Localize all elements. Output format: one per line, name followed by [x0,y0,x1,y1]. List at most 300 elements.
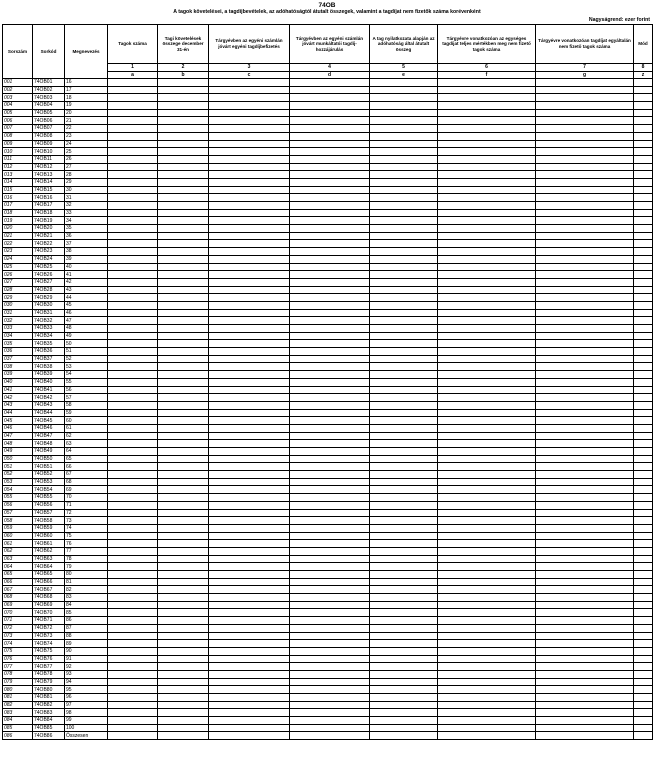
input-cell[interactable] [370,532,438,540]
input-cell[interactable] [370,355,438,363]
input-cell[interactable] [370,371,438,379]
input-cell[interactable] [158,640,209,648]
input-cell[interactable] [438,294,536,302]
input-cell[interactable] [108,286,158,294]
input-cell[interactable] [209,501,290,509]
input-cell[interactable] [536,202,634,210]
input-cell[interactable] [370,317,438,325]
input-cell[interactable] [158,655,209,663]
input-cell[interactable] [158,686,209,694]
input-cell[interactable] [158,586,209,594]
input-cell[interactable] [634,217,653,225]
input-cell[interactable] [438,371,536,379]
input-cell[interactable] [370,494,438,502]
input-cell[interactable] [438,217,536,225]
input-cell[interactable] [438,486,536,494]
input-cell[interactable] [108,670,158,678]
input-cell[interactable] [290,724,370,732]
input-cell[interactable] [209,309,290,317]
input-cell[interactable] [536,417,634,425]
input-cell[interactable] [209,94,290,102]
input-cell[interactable] [290,694,370,702]
input-cell[interactable] [370,686,438,694]
input-cell[interactable] [158,363,209,371]
input-cell[interactable] [370,386,438,394]
input-cell[interactable] [536,555,634,563]
input-cell[interactable] [290,217,370,225]
input-cell[interactable] [370,624,438,632]
input-cell[interactable] [158,678,209,686]
input-cell[interactable] [536,301,634,309]
input-cell[interactable] [209,701,290,709]
input-cell[interactable] [209,717,290,725]
input-cell[interactable] [290,248,370,256]
input-cell[interactable] [438,340,536,348]
input-cell[interactable] [370,724,438,732]
input-cell[interactable] [108,332,158,340]
input-cell[interactable] [634,555,653,563]
input-cell[interactable] [209,171,290,179]
input-cell[interactable] [290,363,370,371]
input-cell[interactable] [536,563,634,571]
input-cell[interactable] [158,286,209,294]
input-cell[interactable] [536,340,634,348]
input-cell[interactable] [536,517,634,525]
input-cell[interactable] [438,171,536,179]
input-cell[interactable] [290,225,370,233]
input-cell[interactable] [536,232,634,240]
input-cell[interactable] [290,647,370,655]
input-cell[interactable] [108,709,158,717]
input-cell[interactable] [634,171,653,179]
input-cell[interactable] [370,194,438,202]
input-cell[interactable] [370,694,438,702]
input-cell[interactable] [536,524,634,532]
input-cell[interactable] [536,79,634,87]
input-cell[interactable] [290,371,370,379]
input-cell[interactable] [209,178,290,186]
input-cell[interactable] [536,732,634,740]
input-cell[interactable] [290,163,370,171]
input-cell[interactable] [634,586,653,594]
input-cell[interactable] [209,348,290,356]
input-cell[interactable] [290,148,370,156]
input-cell[interactable] [634,478,653,486]
input-cell[interactable] [438,663,536,671]
input-cell[interactable] [209,509,290,517]
input-cell[interactable] [370,140,438,148]
input-cell[interactable] [108,301,158,309]
input-cell[interactable] [108,717,158,725]
input-cell[interactable] [158,601,209,609]
input-cell[interactable] [290,394,370,402]
input-cell[interactable] [438,609,536,617]
input-cell[interactable] [209,209,290,217]
input-cell[interactable] [438,363,536,371]
input-cell[interactable] [209,463,290,471]
input-cell[interactable] [370,209,438,217]
input-cell[interactable] [634,255,653,263]
input-cell[interactable] [370,263,438,271]
input-cell[interactable] [438,424,536,432]
input-cell[interactable] [209,332,290,340]
input-cell[interactable] [158,79,209,87]
input-cell[interactable] [158,378,209,386]
input-cell[interactable] [209,540,290,548]
input-cell[interactable] [438,240,536,248]
input-cell[interactable] [290,486,370,494]
input-cell[interactable] [209,363,290,371]
input-cell[interactable] [158,478,209,486]
input-cell[interactable] [370,109,438,117]
input-cell[interactable] [634,655,653,663]
input-cell[interactable] [370,486,438,494]
input-cell[interactable] [209,732,290,740]
input-cell[interactable] [209,355,290,363]
input-cell[interactable] [209,571,290,579]
input-cell[interactable] [536,94,634,102]
input-cell[interactable] [290,317,370,325]
input-cell[interactable] [536,378,634,386]
input-cell[interactable] [536,255,634,263]
input-cell[interactable] [209,524,290,532]
input-cell[interactable] [209,301,290,309]
input-cell[interactable] [108,532,158,540]
input-cell[interactable] [209,317,290,325]
input-cell[interactable] [158,532,209,540]
input-cell[interactable] [290,509,370,517]
input-cell[interactable] [209,678,290,686]
input-cell[interactable] [536,494,634,502]
input-cell[interactable] [536,171,634,179]
input-cell[interactable] [158,463,209,471]
input-cell[interactable] [290,717,370,725]
input-cell[interactable] [209,417,290,425]
input-cell[interactable] [158,209,209,217]
input-cell[interactable] [370,278,438,286]
input-cell[interactable] [290,417,370,425]
input-cell[interactable] [158,217,209,225]
input-cell[interactable] [438,348,536,356]
input-cell[interactable] [158,724,209,732]
input-cell[interactable] [536,155,634,163]
input-cell[interactable] [536,694,634,702]
input-cell[interactable] [108,540,158,548]
input-cell[interactable] [290,571,370,579]
input-cell[interactable] [438,394,536,402]
input-cell[interactable] [370,594,438,602]
input-cell[interactable] [290,624,370,632]
input-cell[interactable] [108,309,158,317]
input-cell[interactable] [209,624,290,632]
input-cell[interactable] [290,709,370,717]
input-cell[interactable] [290,401,370,409]
input-cell[interactable] [290,94,370,102]
input-cell[interactable] [108,86,158,94]
input-cell[interactable] [290,670,370,678]
input-cell[interactable] [438,617,536,625]
input-cell[interactable] [634,140,653,148]
input-cell[interactable] [108,325,158,333]
input-cell[interactable] [438,732,536,740]
input-cell[interactable] [209,601,290,609]
input-cell[interactable] [370,394,438,402]
input-cell[interactable] [370,301,438,309]
input-cell[interactable] [108,594,158,602]
input-cell[interactable] [634,647,653,655]
input-cell[interactable] [370,540,438,548]
input-cell[interactable] [536,102,634,110]
input-cell[interactable] [108,79,158,87]
input-cell[interactable] [438,532,536,540]
input-cell[interactable] [634,417,653,425]
input-cell[interactable] [370,309,438,317]
input-cell[interactable] [370,547,438,555]
input-cell[interactable] [158,255,209,263]
input-cell[interactable] [370,186,438,194]
input-cell[interactable] [634,178,653,186]
input-cell[interactable] [209,263,290,271]
input-cell[interactable] [438,271,536,279]
input-cell[interactable] [209,155,290,163]
input-cell[interactable] [108,694,158,702]
input-cell[interactable] [108,155,158,163]
input-cell[interactable] [209,424,290,432]
input-cell[interactable] [634,194,653,202]
input-cell[interactable] [158,309,209,317]
input-cell[interactable] [536,117,634,125]
input-cell[interactable] [209,670,290,678]
input-cell[interactable] [438,463,536,471]
input-cell[interactable] [108,102,158,110]
input-cell[interactable] [536,163,634,171]
input-cell[interactable] [158,202,209,210]
input-cell[interactable] [158,717,209,725]
input-cell[interactable] [158,278,209,286]
input-cell[interactable] [438,309,536,317]
input-cell[interactable] [438,517,536,525]
input-cell[interactable] [438,686,536,694]
input-cell[interactable] [158,163,209,171]
input-cell[interactable] [536,394,634,402]
input-cell[interactable] [536,178,634,186]
input-cell[interactable] [158,386,209,394]
input-cell[interactable] [108,655,158,663]
input-cell[interactable] [536,401,634,409]
input-cell[interactable] [536,386,634,394]
input-cell[interactable] [290,355,370,363]
input-cell[interactable] [158,571,209,579]
input-cell[interactable] [634,209,653,217]
input-cell[interactable] [290,463,370,471]
input-cell[interactable] [108,340,158,348]
input-cell[interactable] [438,409,536,417]
input-cell[interactable] [536,586,634,594]
input-cell[interactable] [370,132,438,140]
input-cell[interactable] [536,547,634,555]
input-cell[interactable] [634,371,653,379]
input-cell[interactable] [370,670,438,678]
input-cell[interactable] [536,317,634,325]
input-cell[interactable] [108,163,158,171]
input-cell[interactable] [536,248,634,256]
input-cell[interactable] [634,463,653,471]
input-cell[interactable] [634,278,653,286]
input-cell[interactable] [634,709,653,717]
input-cell[interactable] [634,317,653,325]
input-cell[interactable] [290,301,370,309]
input-cell[interactable] [290,155,370,163]
input-cell[interactable] [209,547,290,555]
input-cell[interactable] [108,255,158,263]
input-cell[interactable] [209,655,290,663]
input-cell[interactable] [438,571,536,579]
input-cell[interactable] [370,709,438,717]
input-cell[interactable] [290,102,370,110]
input-cell[interactable] [290,601,370,609]
input-cell[interactable] [438,647,536,655]
input-cell[interactable] [290,109,370,117]
input-cell[interactable] [158,355,209,363]
input-cell[interactable] [634,294,653,302]
input-cell[interactable] [158,494,209,502]
input-cell[interactable] [536,578,634,586]
input-cell[interactable] [209,163,290,171]
input-cell[interactable] [634,332,653,340]
input-cell[interactable] [158,301,209,309]
input-cell[interactable] [158,624,209,632]
input-cell[interactable] [370,601,438,609]
input-cell[interactable] [634,540,653,548]
input-cell[interactable] [536,432,634,440]
input-cell[interactable] [158,540,209,548]
input-cell[interactable] [108,355,158,363]
input-cell[interactable] [370,555,438,563]
input-cell[interactable] [536,632,634,640]
input-cell[interactable] [158,455,209,463]
input-cell[interactable] [536,440,634,448]
input-cell[interactable] [108,448,158,456]
input-cell[interactable] [209,148,290,156]
input-cell[interactable] [158,371,209,379]
input-cell[interactable] [209,186,290,194]
input-cell[interactable] [209,455,290,463]
input-cell[interactable] [438,94,536,102]
input-cell[interactable] [536,348,634,356]
input-cell[interactable] [158,232,209,240]
input-cell[interactable] [290,663,370,671]
input-cell[interactable] [158,555,209,563]
input-cell[interactable] [158,663,209,671]
input-cell[interactable] [209,586,290,594]
input-cell[interactable] [438,624,536,632]
input-cell[interactable] [634,486,653,494]
input-cell[interactable] [370,271,438,279]
input-cell[interactable] [536,617,634,625]
input-cell[interactable] [370,617,438,625]
input-cell[interactable] [438,524,536,532]
input-cell[interactable] [158,171,209,179]
input-cell[interactable] [438,432,536,440]
input-cell[interactable] [438,563,536,571]
input-cell[interactable] [108,640,158,648]
input-cell[interactable] [158,240,209,248]
input-cell[interactable] [438,263,536,271]
input-cell[interactable] [438,248,536,256]
input-cell[interactable] [158,647,209,655]
input-cell[interactable] [209,386,290,394]
input-cell[interactable] [290,524,370,532]
input-cell[interactable] [158,263,209,271]
input-cell[interactable] [370,578,438,586]
input-cell[interactable] [438,301,536,309]
input-cell[interactable] [370,632,438,640]
input-cell[interactable] [290,471,370,479]
input-cell[interactable] [634,532,653,540]
input-cell[interactable] [158,317,209,325]
input-cell[interactable] [370,448,438,456]
input-cell[interactable] [634,686,653,694]
input-cell[interactable] [209,609,290,617]
input-cell[interactable] [108,563,158,571]
input-cell[interactable] [634,594,653,602]
input-cell[interactable] [290,294,370,302]
input-cell[interactable] [438,194,536,202]
input-cell[interactable] [108,171,158,179]
input-cell[interactable] [209,79,290,87]
input-cell[interactable] [108,701,158,709]
input-cell[interactable] [209,340,290,348]
input-cell[interactable] [438,163,536,171]
input-cell[interactable] [634,409,653,417]
input-cell[interactable] [438,355,536,363]
input-cell[interactable] [438,202,536,210]
input-cell[interactable] [536,478,634,486]
input-cell[interactable] [158,140,209,148]
input-cell[interactable] [290,278,370,286]
input-cell[interactable] [158,178,209,186]
input-cell[interactable] [536,194,634,202]
input-cell[interactable] [438,155,536,163]
input-cell[interactable] [634,701,653,709]
input-cell[interactable] [209,378,290,386]
input-cell[interactable] [634,202,653,210]
input-cell[interactable] [209,232,290,240]
input-cell[interactable] [634,640,653,648]
input-cell[interactable] [158,194,209,202]
input-cell[interactable] [536,463,634,471]
input-cell[interactable] [108,363,158,371]
input-cell[interactable] [209,132,290,140]
input-cell[interactable] [536,424,634,432]
input-cell[interactable] [438,501,536,509]
input-cell[interactable] [536,594,634,602]
input-cell[interactable] [634,86,653,94]
input-cell[interactable] [634,125,653,133]
input-cell[interactable] [209,225,290,233]
input-cell[interactable] [438,132,536,140]
input-cell[interactable] [634,286,653,294]
input-cell[interactable] [158,332,209,340]
input-cell[interactable] [108,632,158,640]
input-cell[interactable] [209,278,290,286]
input-cell[interactable] [108,617,158,625]
input-cell[interactable] [634,732,653,740]
input-cell[interactable] [108,455,158,463]
input-cell[interactable] [158,394,209,402]
input-cell[interactable] [370,340,438,348]
input-cell[interactable] [370,463,438,471]
